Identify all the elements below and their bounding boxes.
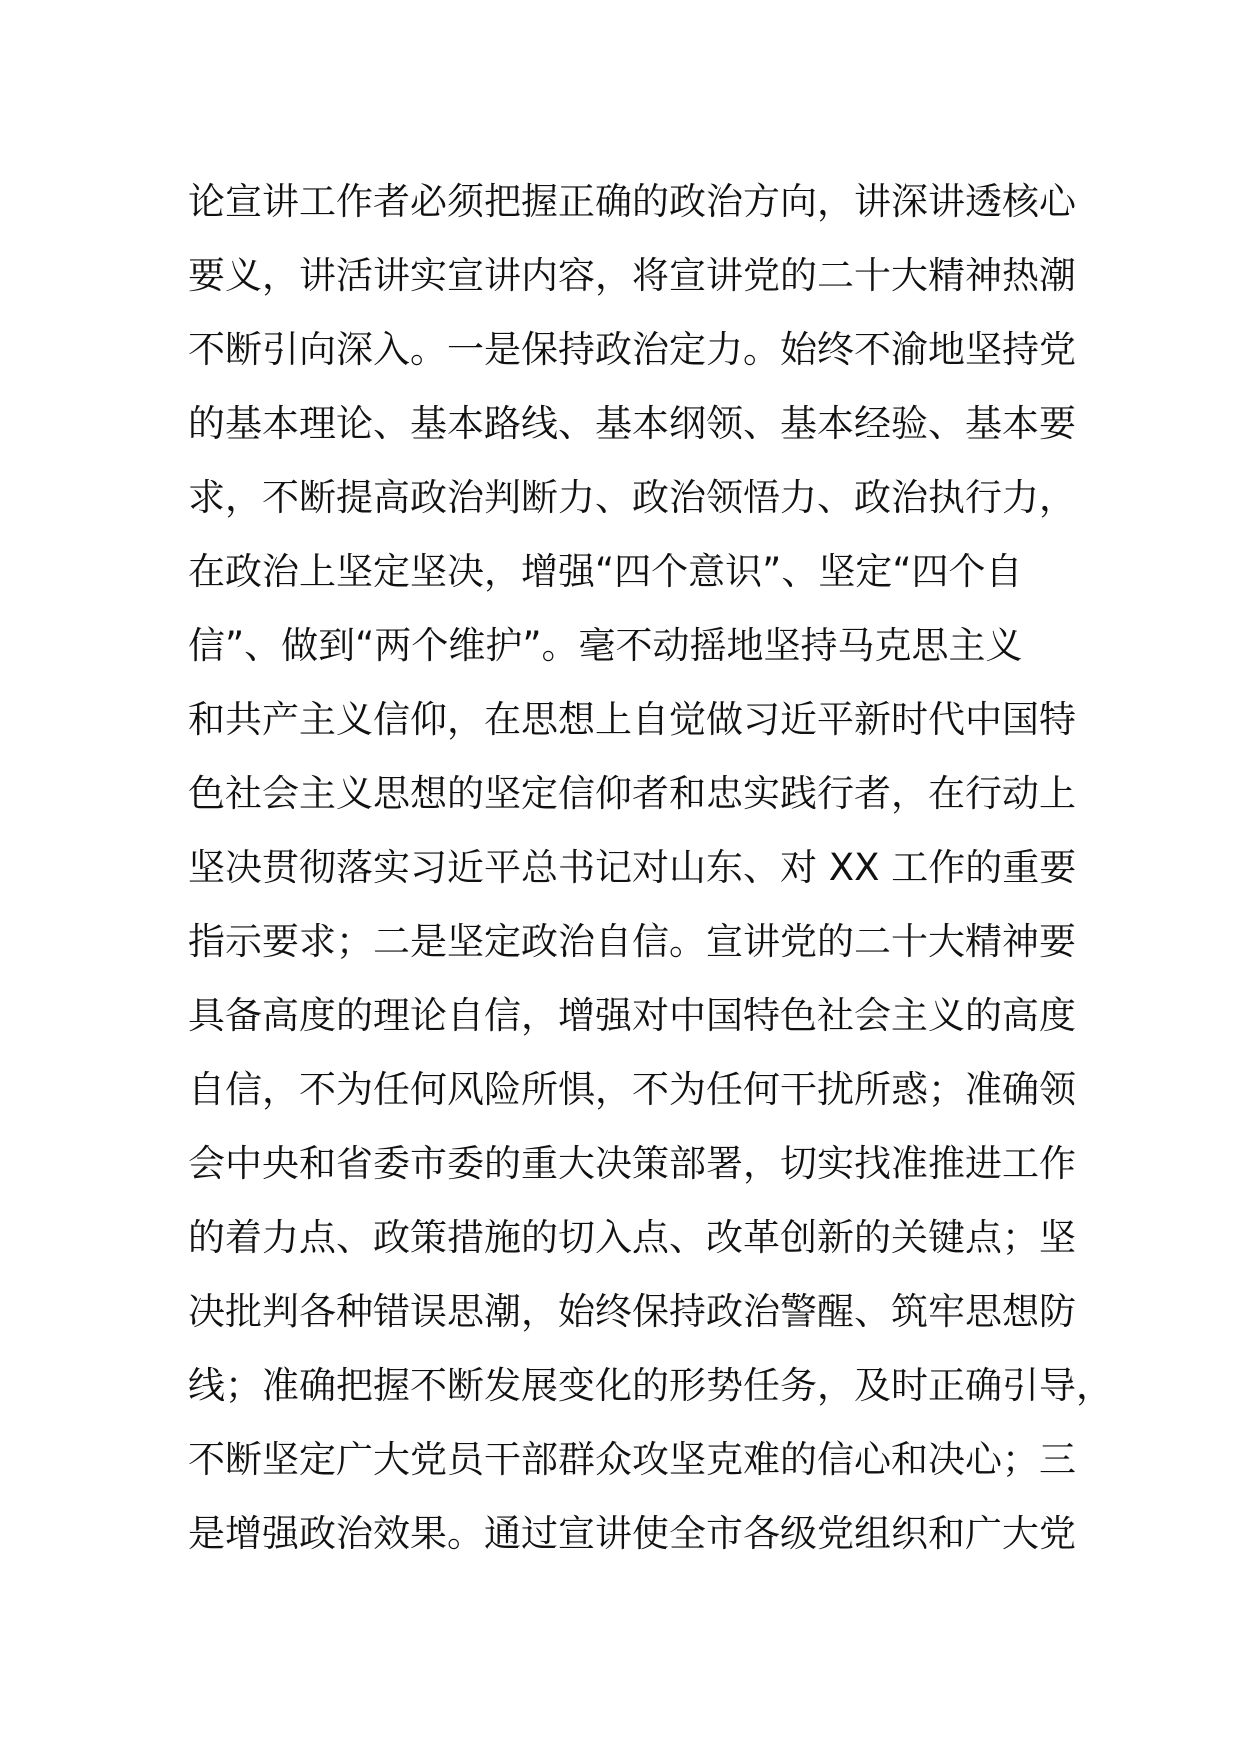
text-line: 在政治上坚定坚决，增强“四个意识”、坚定“四个自 (188, 550, 1023, 593)
text-line: 求，不断提高政治判断力、政治领悟力、政治执行力， (188, 476, 1076, 519)
text-line: 指示要求；二是坚定政治自信。宣讲党的二十大精神要 (188, 920, 1076, 963)
text-line: 论宣讲工作者必须把握正确的政治方向，讲深讲透核心 (188, 180, 1076, 223)
text-line: 的基本理论、基本路线、基本纲领、基本经验、基本要 (188, 402, 1076, 445)
text-line: 坚决贯彻落实习近平总书记对山东、对 XX 工作的重要 (188, 846, 1077, 889)
text-line: 是增强政治效果。通过宣讲使全市各级党组织和广大党 (188, 1512, 1076, 1555)
text-line: 和共产主义信仰，在思想上自觉做习近平新时代中国特 (188, 698, 1076, 741)
text-line: 色社会主义思想的坚定信仰者和忠实践行者，在行动上 (188, 772, 1076, 815)
body-text (188, 165, 1113, 1571)
text-line: 线；准确把握不断发展变化的形势任务，及时正确引导， (188, 1364, 1113, 1407)
text-line: 决批判各种错误思潮，始终保持政治警醒、筑牢思想防 (188, 1290, 1076, 1333)
text-line: 信”、做到“两个维护”。毫不动摇地坚持马克思主义 (188, 624, 1023, 667)
text-line: 的着力点、政策措施的切入点、改革创新的关键点；坚 (188, 1216, 1076, 1259)
text-line: 不断引向深入。一是保持政治定力。始终不渝地坚持党 (188, 328, 1076, 371)
text-line: 自信，不为任何风险所惧，不为任何干扰所惑；准确领 (188, 1068, 1076, 1111)
text-line: 要义，讲活讲实宣讲内容，将宣讲党的二十大精神热潮 (188, 254, 1076, 297)
text-line: 不断坚定广大党员干部群众攻坚克难的信心和决心；三 (188, 1438, 1076, 1481)
text-line: 会中央和省委市委的重大决策部署，切实找准推进工作 (188, 1142, 1076, 1185)
text-line: 具备高度的理论自信，增强对中国特色社会主义的高度 (188, 994, 1076, 1037)
